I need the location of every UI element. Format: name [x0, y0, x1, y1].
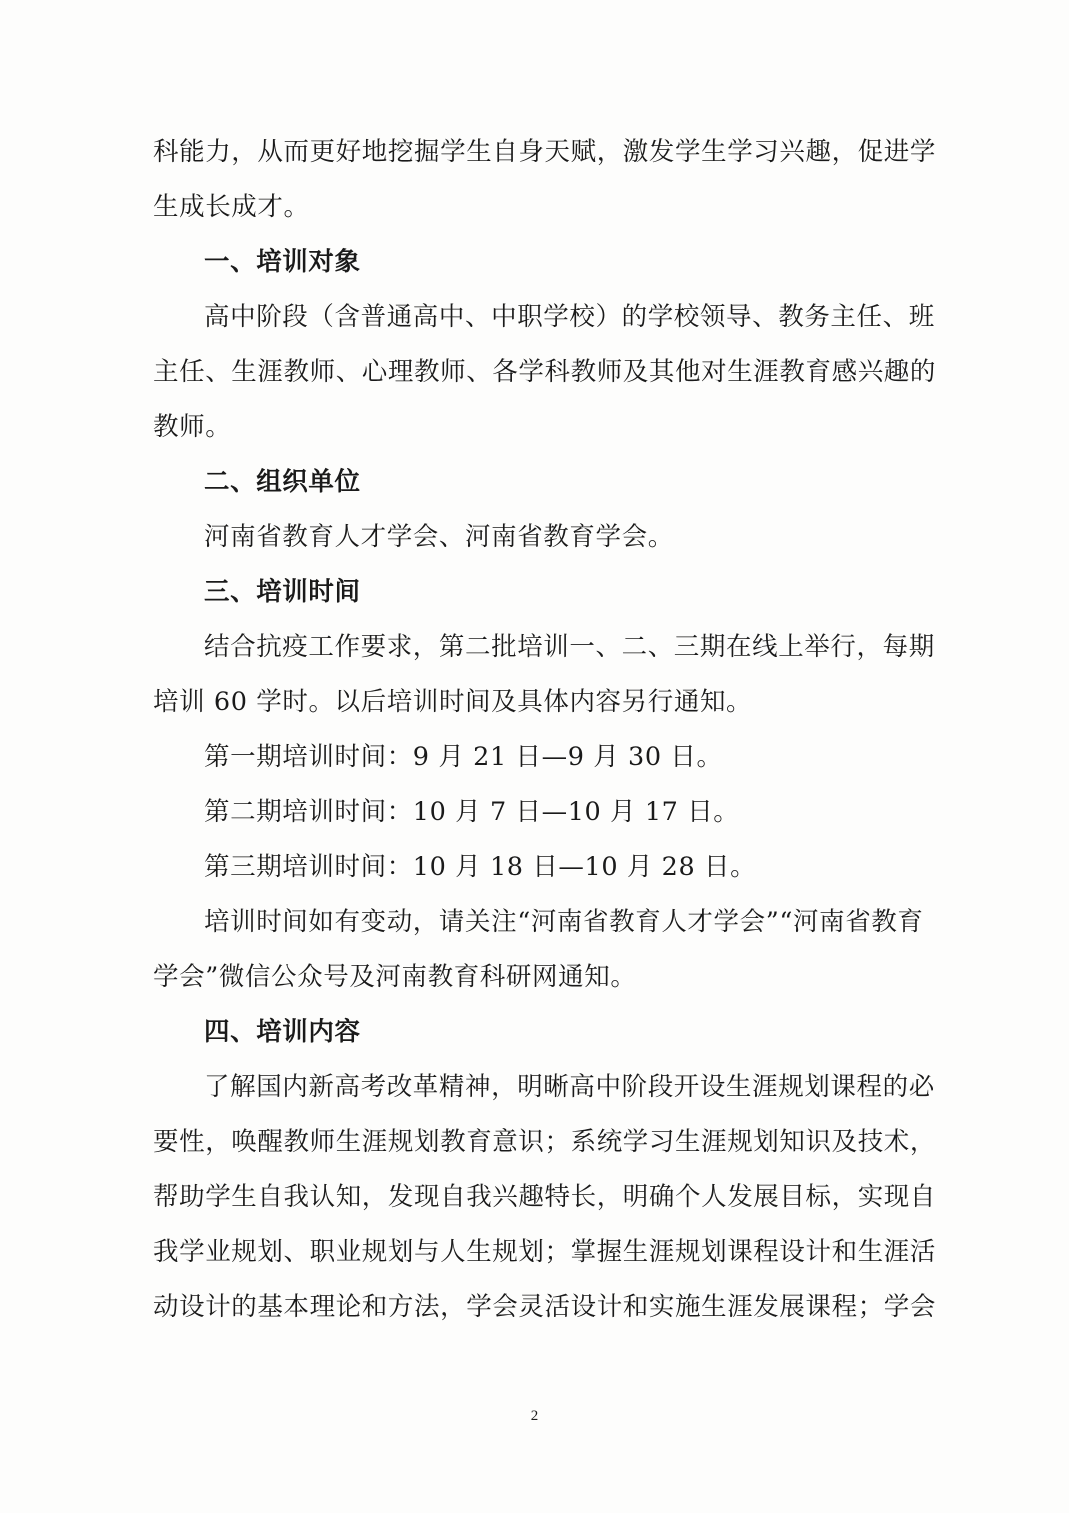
text-line: 高中阶段（含普通高中、中职学校）的学校领导、教务主任、班: [204, 302, 935, 332]
text-line: 结合抗疫工作要求，第二批培训一、二、三期在线上举行，每期: [204, 632, 935, 662]
text-line: 我学业规划、职业规划与人生规划；掌握生涯规划课程设计和生涯活: [153, 1237, 937, 1267]
document-body: [153, 125, 937, 1335]
section-heading: 二、组织单位: [204, 467, 361, 497]
text-line: 第二期培训时间：10 月 7 日—10 月 17 日。: [204, 797, 740, 827]
text-line: 要性，唤醒教师生涯规划教育意识；系统学习生涯规划知识及技术，: [153, 1127, 937, 1157]
text-line: 科能力，从而更好地挖掘学生自身天赋，激发学生学习兴趣，促进学: [153, 137, 937, 167]
text-line: 生成长成才。: [153, 192, 310, 222]
section-heading: 四、培训内容: [204, 1017, 361, 1047]
text-line: 帮助学生自我认知，发现自我兴趣特长，明确个人发展目标，实现自: [153, 1182, 937, 1212]
section-heading: 三、培训时间: [204, 577, 361, 607]
text-line: 第一期培训时间：9 月 21 日—9 月 30 日。: [204, 742, 723, 772]
section-heading: 一、培训对象: [204, 247, 361, 277]
text-line: 学会”微信公众号及河南教育科研网通知。: [153, 962, 637, 992]
text-line: 第三期培训时间：10 月 18 日—10 月 28 日。: [204, 852, 757, 882]
page-number: 2: [530, 1408, 539, 1424]
text-line: 河南省教育人才学会、河南省教育学会。: [204, 522, 674, 552]
text-line: 主任、生涯教师、心理教师、各学科教师及其他对生涯教育感兴趣的: [153, 357, 937, 387]
text-line: 培训 60 学时。以后培训时间及具体内容另行通知。: [153, 687, 753, 717]
text-line: 培训时间如有变动，请关注“河南省教育人才学会”“河南省教育: [204, 907, 924, 937]
text-line: 教师。: [153, 412, 232, 442]
text-line: 动设计的基本理论和方法，学会灵活设计和实施生涯发展课程；学会: [153, 1292, 937, 1322]
text-line: 了解国内新高考改革精神，明晰高中阶段开设生涯规划课程的必: [204, 1072, 935, 1102]
